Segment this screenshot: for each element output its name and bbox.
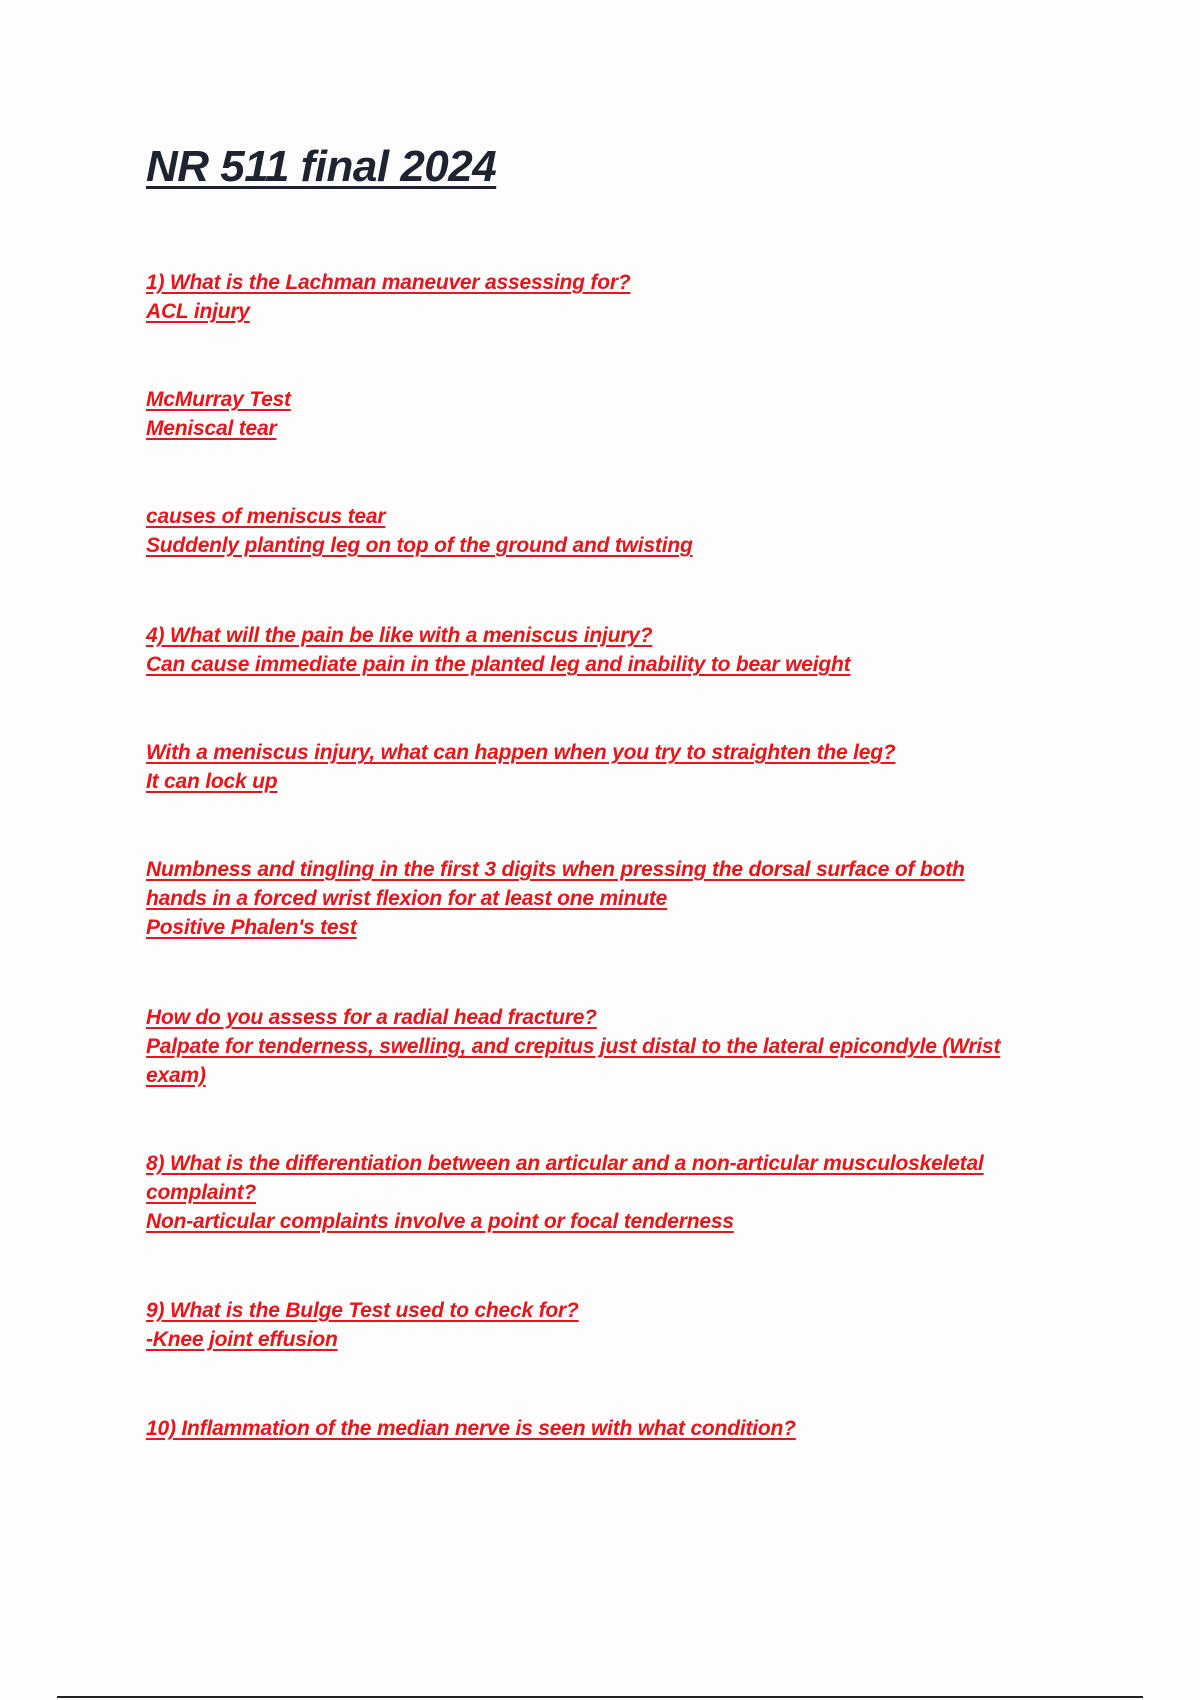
qa-item	[146, 1296, 1076, 1354]
question-text: 1) What is the Lachman maneuver assessing for?	[146, 271, 631, 294]
answer-text: -Knee joint effusion	[146, 1328, 338, 1351]
question-text: McMurray Test	[146, 388, 291, 411]
qa-item	[146, 855, 1076, 942]
question-text: How do you assess for a radial head fracture?	[146, 1006, 597, 1029]
footer-divider	[57, 1696, 1143, 1698]
question-text: 10) Inflammation of the median nerve is seen with what condition?	[146, 1417, 796, 1440]
answer-text: Palpate for tenderness, swelling, and crepitus just distal to the lateral epicondyle (Wrist	[146, 1035, 1001, 1058]
qa-item	[146, 502, 1076, 560]
qa-item	[146, 1414, 1076, 1443]
answer-text: It can lock up	[146, 770, 278, 793]
qa-item	[146, 385, 1076, 443]
answer-text: exam)	[146, 1064, 206, 1087]
question-text: complaint?	[146, 1181, 257, 1204]
qa-item	[146, 738, 1076, 796]
question-text: 9) What is the Bulge Test used to check for?	[146, 1299, 579, 1322]
answer-text: ACL injury	[146, 300, 250, 323]
document-title: NR 511 final 2024	[146, 142, 497, 191]
answer-text: Can cause immediate pain in the planted leg and inability to bear weight	[146, 653, 851, 676]
qa-item	[146, 1149, 1076, 1236]
question-text: 4) What will the pain be like with a meniscus injury?	[146, 624, 653, 647]
answer-text: Meniscal tear	[146, 417, 277, 440]
question-text: hands in a forced wrist flexion for at least one minute	[146, 887, 668, 910]
question-text: causes of meniscus tear	[146, 505, 386, 528]
qa-item	[146, 1003, 1076, 1090]
answer-text: Suddenly planting leg on top of the ground and twisting	[146, 534, 693, 557]
qa-item	[146, 621, 1076, 679]
question-text: With a meniscus injury, what can happen when you try to straighten the leg?	[146, 741, 896, 764]
answer-text: Non-articular complaints involve a point or focal tenderness	[146, 1210, 734, 1233]
qa-item	[146, 268, 1076, 326]
answer-text: Positive Phalen's test	[146, 916, 357, 939]
question-text: 8) What is the differentiation between an articular and a non-articular musculoskeletal	[146, 1152, 984, 1175]
question-text: Numbness and tingling in the first 3 digits when pressing the dorsal surface of both	[146, 858, 965, 881]
